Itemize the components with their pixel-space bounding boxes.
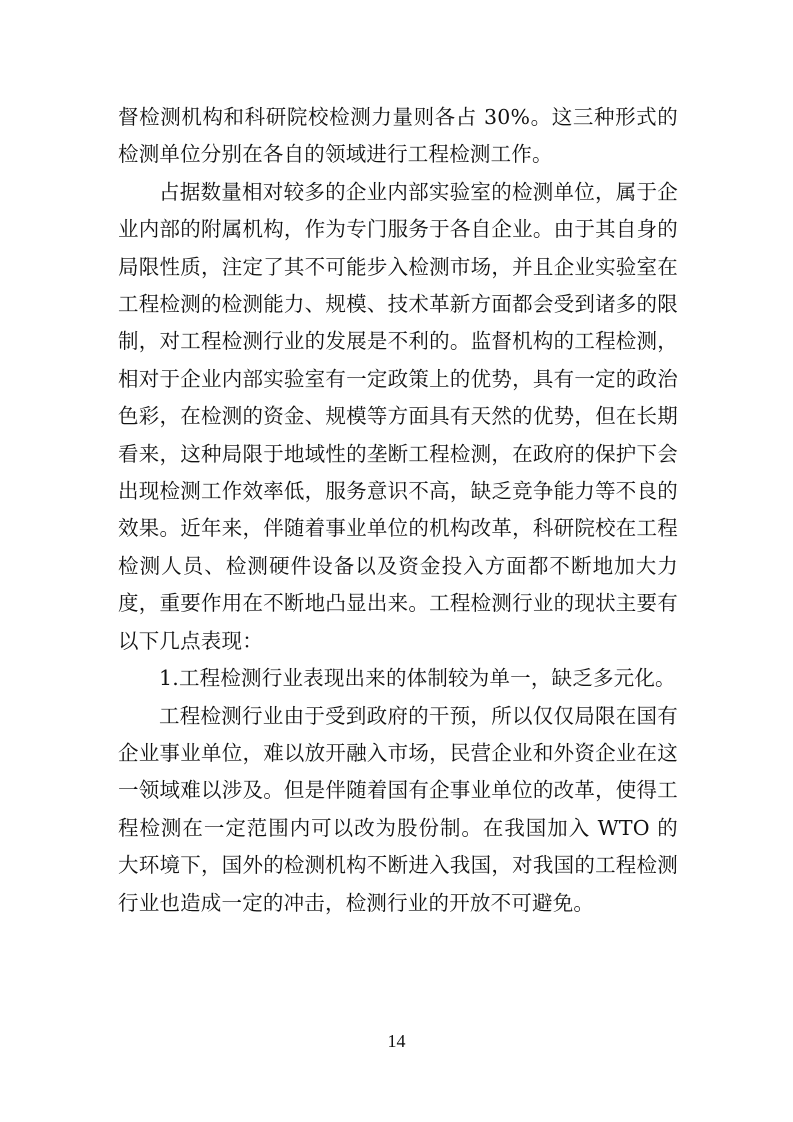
paragraph-continuation: 督检测机构和科研院校检测力量则各占 30%。这三种形式的检测单位分别在各自的领域进行工程检测工作。 [118, 105, 678, 167]
body-text [118, 99, 678, 922]
page-number: 14 [387, 1031, 406, 1051]
paragraph-point-1-heading: 1.工程检测行业表现出来的体制较为单一，缺乏多元化。 [159, 666, 676, 691]
paragraph-lab-types: 占据数量相对较多的企业内部实验室的检测单位，属于企业内部的附属机构，作为专门服务于各自企业。由于其自身的局限性质，注定了其不可能步入检测市场，并且企业实验室在工程检测的检测能力、规模、技术革新方面都会受到诸多的限制，对工程检测行业的发展是不利的。监督机构的工程检测，相对于企业内部实验室有一定政策上的优势，具有一定的政治色彩，在检测的资金、规模等方面具有天然的优势，但在长期看来，这种局限于地域性的垄断工程检测，在政府的保护下会出现检测工作效率低，服务意识不高，缺乏竞争能力等不良的效果。近年来，伴随着事业单位的机构改革，科研院校在工程检测人员、检测硬件设备以及资金投入方面都不断地加大力度，重要作用在不断地凸显出来。工程检测行业的现状主要有以下几点表现： [118, 179, 678, 653]
paragraph-point-1-body: 工程检测行业由于受到政府的干预，所以仅仅局限在国有企业事业单位，难以放开融入市场，民营企业和外资企业在这一领域难以涉及。但是伴随着国有企事业单位的改革，使得工程检测在一定范围内可以改为股份制。在我国加入 WTO 的大环境下，国外的检测机构不断进入我国，对我国的工程检测行业也造成一定的冲击，检测行业的开放不可避免。 [118, 703, 678, 915]
